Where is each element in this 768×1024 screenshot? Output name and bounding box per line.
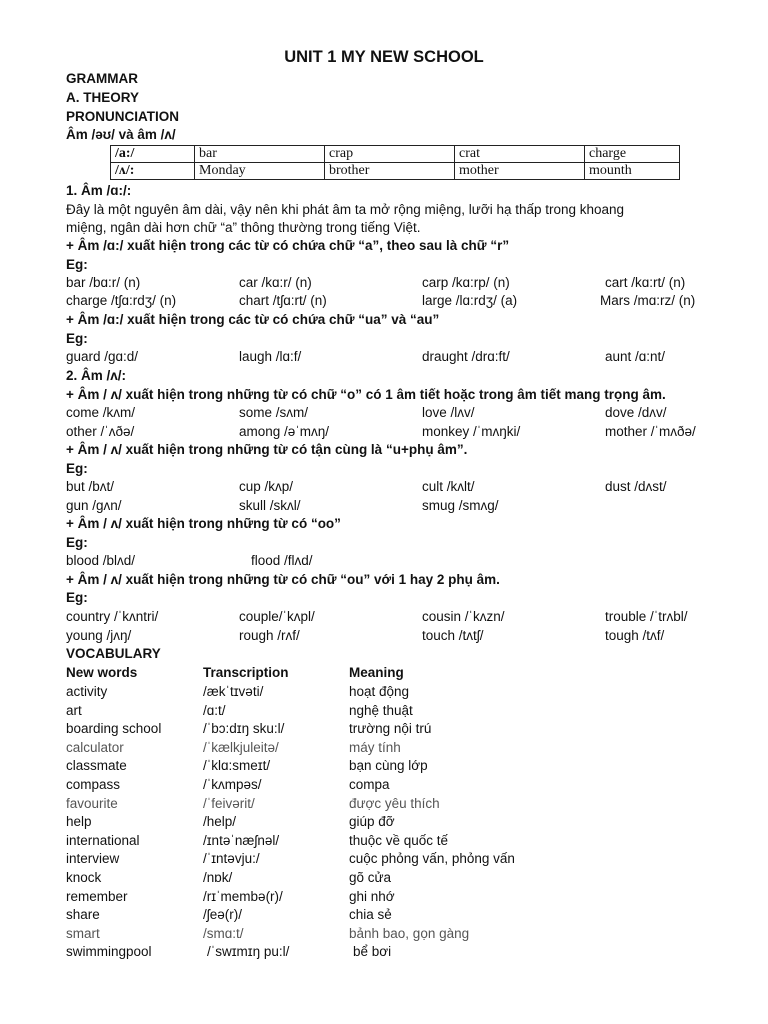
example-word: gun /gʌn/: [66, 498, 122, 513]
table-cell: /ʌ/:: [111, 163, 195, 180]
column-header: Transcription: [203, 665, 289, 680]
vocab-word: swimmingpool: [66, 944, 152, 960]
rule-text: + Âm / ʌ/ xuất hiện trong những từ có “oo”: [66, 516, 341, 531]
column-header: Meaning: [349, 665, 404, 680]
eg-label: Eg:: [66, 590, 88, 605]
heading-theory: A. THEORY: [66, 90, 140, 105]
vocab-transcription: /nɒk/: [203, 870, 233, 885]
example-row: [66, 348, 716, 366]
example-word: young /jʌŋ/: [66, 628, 132, 643]
vocab-row: [66, 739, 716, 757]
page-title: UNIT 1 MY NEW SCHOOL: [284, 48, 484, 66]
example-word: Mars /mɑ:rz/ (n): [600, 293, 696, 308]
vocab-row: [66, 869, 716, 887]
vocab-word: compass: [66, 777, 121, 792]
example-word: car /kɑ:r/ (n): [239, 275, 312, 290]
example-word: draught /drɑ:ft/: [422, 349, 510, 364]
table-cell: mounth: [585, 163, 680, 180]
vocab-meaning: hoạt động: [349, 684, 410, 699]
example-word: cup /kʌp/: [239, 479, 294, 494]
vocab-word: remember: [66, 888, 128, 904]
vocab-row: [66, 943, 716, 961]
eg-label: Eg:: [66, 535, 88, 550]
section-1-desc: miệng, ngân dài hơn chữ “a” thông thường trong tiếng Việt.: [66, 220, 421, 235]
eg-label: Eg:: [66, 257, 88, 272]
example-word: guard /gɑ:d/: [66, 349, 139, 364]
example-word: touch /tʌtʃ/: [422, 628, 484, 643]
example-word: but /bʌt/: [66, 479, 115, 494]
example-word: trouble /ˈtrʌbl/: [605, 609, 688, 624]
pronunciation-table: [110, 145, 680, 180]
section-2-title: 2. Âm /ʌ/:: [66, 368, 127, 383]
vocab-meaning: compa: [349, 777, 390, 792]
example-row: [66, 292, 716, 310]
table-cell: bar: [195, 146, 325, 163]
vocab-row: [66, 757, 716, 775]
example-word: cart /kɑ:rt/ (n): [605, 275, 686, 290]
column-header: New words: [66, 665, 138, 680]
heading-sounds: Âm /əʊ/ và âm /ʌ/: [66, 127, 176, 142]
example-word: cult /kʌlt/: [422, 479, 475, 494]
vocab-meaning: máy tính: [349, 739, 401, 755]
vocab-row: [66, 720, 716, 738]
example-row: [66, 274, 716, 292]
vocab-meaning: trường nội trú: [349, 721, 432, 737]
example-row: [66, 608, 716, 626]
table-cell: charge: [585, 146, 680, 163]
vocab-word: international: [66, 832, 140, 848]
table-row: [111, 146, 680, 163]
example-word: laugh /lɑ:f/: [239, 349, 302, 364]
table-cell: /a:/: [111, 146, 195, 163]
example-word: carp /kɑ:rp/ (n): [422, 275, 510, 290]
vocab-header-row: [66, 664, 716, 682]
vocab-meaning: thuộc về quốc tế: [349, 832, 449, 848]
section-1-desc: Đây là một nguyên âm dài, vậy nên khi phát âm ta mở rộng miệng, lưỡi hạ thấp trong khoang: [66, 202, 625, 217]
vocab-meaning: cuộc phỏng vấn, phỏng vấn: [349, 851, 515, 867]
vocab-meaning: bạn cùng lớp: [349, 758, 428, 774]
heading-pronunciation: PRONUNCIATION: [66, 109, 179, 124]
table-cell: mother: [455, 163, 585, 180]
vocab-row: [66, 888, 716, 906]
vocab-row: [66, 683, 716, 701]
vocab-meaning: gõ cửa: [349, 870, 392, 885]
vocab-word: calculator: [66, 739, 124, 755]
example-word: flood /flʌd/: [251, 553, 313, 568]
example-word: country /ˈkʌntri/: [66, 609, 159, 624]
example-word: love /lʌv/: [422, 405, 475, 420]
vocab-word: classmate: [66, 758, 127, 774]
vocab-meaning: bể bơi: [353, 944, 392, 960]
vocab-row: [66, 906, 716, 924]
vocab-transcription: /ˈklɑ:smeɪt/: [203, 758, 271, 774]
example-row: [66, 478, 716, 496]
vocab-row: [66, 850, 716, 868]
vocab-transcription: /ˈbɔ:dɪŋ sku:l/: [203, 721, 285, 737]
vocab-row: [66, 776, 716, 794]
table-cell: brother: [325, 163, 455, 180]
example-word: smug /smʌg/: [422, 498, 499, 513]
vocab-word: knock: [66, 870, 102, 885]
rule-text: + Âm / ʌ/ xuất hiện trong những từ có tận cùng là “u+phụ âm”.: [66, 442, 468, 457]
example-word: among /əˈmʌŋ/: [239, 424, 330, 439]
example-word: aunt /ɑ:nt/: [605, 349, 666, 364]
example-word: couple/ˈkʌpl/: [239, 609, 315, 624]
vocab-transcription: /ækˈtɪvəti/: [203, 684, 264, 699]
vocab-transcription: /ʃeə(r)/: [203, 907, 243, 923]
example-word: dove /dʌv/: [605, 405, 667, 420]
example-word: large /lɑ:rdʒ/ (a): [422, 293, 518, 308]
eg-label: Eg:: [66, 461, 88, 476]
rule-text: + Âm /ɑ:/ xuất hiện trong các từ có chứa chữ “ua” và “au”: [66, 312, 440, 327]
example-word: dust /dʌst/: [605, 479, 667, 494]
example-word: other /ˈʌðə/: [66, 424, 135, 439]
rule-text: + Âm /ɑ:/ xuất hiện trong các từ có chứa chữ “a”, theo sau là chữ “r”: [66, 238, 510, 253]
table-cell: crat: [455, 146, 585, 163]
example-row: [66, 552, 716, 570]
vocab-meaning: ghi nhớ: [349, 888, 395, 904]
vocab-transcription: /ɪntəˈnæʃnəl/: [203, 832, 280, 848]
example-word: skull /skʌl/: [239, 498, 301, 513]
vocab-row: [66, 925, 716, 943]
section-1-title: 1. Âm /ɑ:/:: [66, 183, 132, 198]
vocab-row: [66, 813, 716, 831]
vocab-transcription: /ɑ:t/: [203, 702, 226, 718]
rule-text: + Âm / ʌ/ xuất hiện trong những từ có chữ “o” có 1 âm tiết hoặc trong âm tiết mang trọng âm.: [66, 387, 666, 402]
vocab-row: [66, 702, 716, 720]
example-word: some /sʌm/: [239, 405, 309, 420]
vocab-word: boarding school: [66, 721, 162, 737]
example-word: mother /ˈmʌðə/: [605, 424, 696, 439]
example-row: [66, 404, 716, 422]
vocab-word: smart: [66, 925, 100, 941]
example-word: monkey /ˈmʌŋki/: [422, 424, 521, 439]
example-word: bar /bɑ:r/ (n): [66, 275, 141, 290]
table-row: [111, 163, 680, 180]
vocab-transcription: /ˈkʌmpəs/: [203, 777, 262, 792]
vocab-word: share: [66, 907, 100, 923]
heading-vocabulary: VOCABULARY: [66, 646, 161, 661]
eg-label: Eg:: [66, 331, 88, 346]
vocab-word: art: [66, 702, 82, 718]
example-word: cousin /ˈkʌzn/: [422, 609, 505, 624]
table-cell: Monday: [195, 163, 325, 180]
vocab-row: [66, 832, 716, 850]
vocab-transcription: /rɪˈmembə(r)/: [203, 888, 283, 904]
vocab-meaning: được yêu thích: [349, 795, 440, 811]
vocab-meaning: bảnh bao, gọn gàng: [349, 925, 470, 941]
example-word: chart /tʃɑ:rt/ (n): [239, 293, 327, 308]
vocab-word: activity: [66, 684, 108, 699]
example-word: charge /tʃɑ:rdʒ/ (n): [66, 293, 177, 308]
vocab-transcription: /help/: [203, 814, 237, 830]
example-row: [66, 423, 716, 441]
example-word: come /kʌm/: [66, 405, 136, 420]
vocab-transcription: /ˈswɪmɪŋ pu:l/: [207, 944, 290, 960]
rule-text: + Âm / ʌ/ xuất hiện trong những từ có chữ “ou” với 1 hay 2 phụ âm.: [66, 572, 500, 587]
example-word: tough /tʌf/: [605, 628, 665, 643]
vocab-meaning: giúp đỡ: [349, 814, 395, 830]
vocab-word: interview: [66, 851, 120, 867]
example-row: [66, 627, 716, 645]
vocab-transcription: /ˈɪntəvju:/: [203, 851, 260, 867]
vocab-meaning: chia sẻ: [349, 907, 392, 923]
vocab-word: favourite: [66, 795, 118, 811]
vocab-row: [66, 795, 716, 813]
table-cell: crap: [325, 146, 455, 163]
example-row: [66, 497, 716, 515]
vocab-transcription: /smɑ:t/: [203, 925, 244, 941]
example-word: blood /blʌd/: [66, 553, 136, 568]
vocab-transcription: /ˈkælkjuleitə/: [203, 739, 279, 755]
vocab-meaning: nghệ thuật: [349, 702, 413, 718]
vocab-transcription: /ˈfeivərit/: [203, 795, 255, 811]
example-word: rough /rʌf/: [239, 628, 300, 643]
heading-grammar: GRAMMAR: [66, 71, 138, 86]
vocab-word: help: [66, 814, 92, 830]
